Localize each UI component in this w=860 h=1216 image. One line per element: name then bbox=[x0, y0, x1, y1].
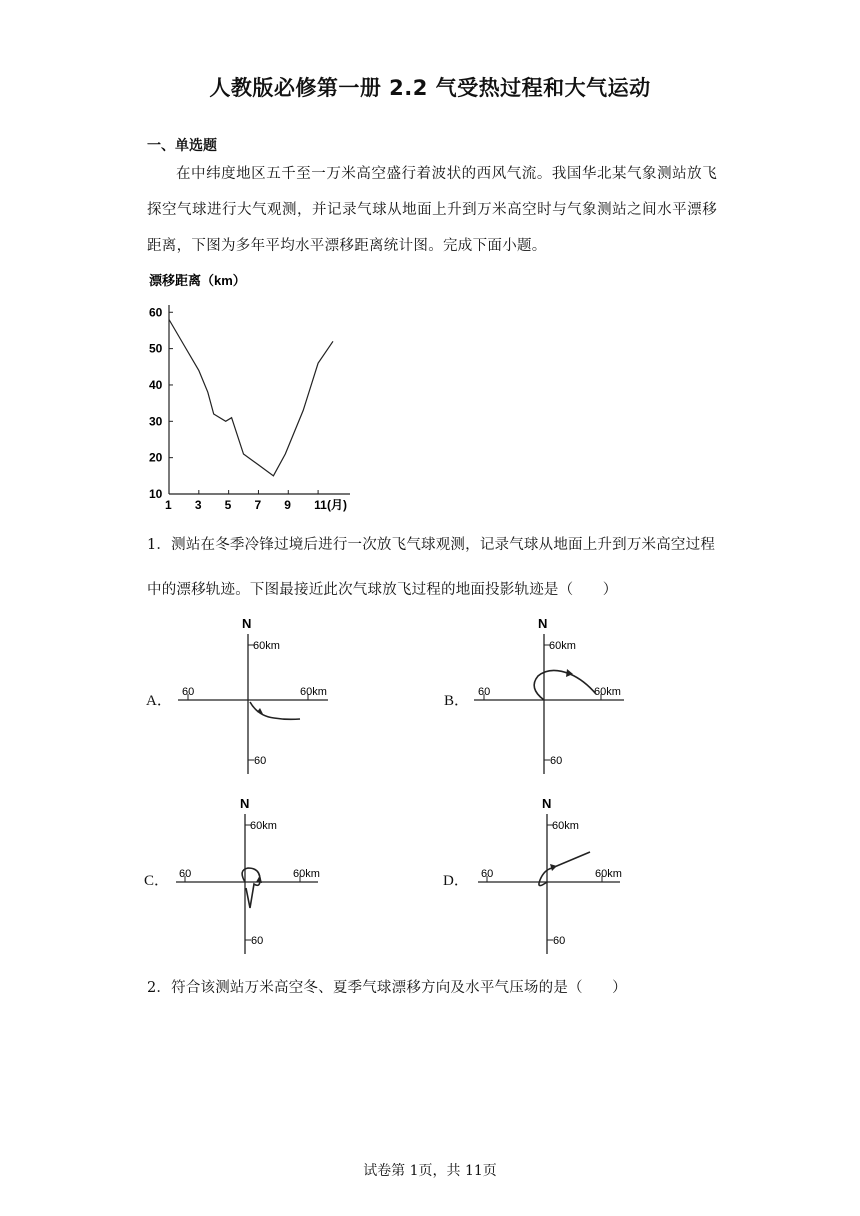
east-value-label: 60km bbox=[300, 686, 327, 698]
north-value-label: 60km bbox=[549, 640, 576, 652]
north-label: N bbox=[542, 796, 552, 811]
trajectory-a bbox=[250, 702, 300, 719]
y-tick-label: 10 bbox=[149, 487, 163, 501]
question-2: 2．符合该测站万米高空冬、夏季气球漂移方向及水平气压场的是（ ） bbox=[147, 980, 627, 996]
option-a-label[interactable]: A． bbox=[146, 693, 172, 709]
page-footer: 试卷第 1页，共 11页 bbox=[363, 1163, 497, 1179]
north-label: N bbox=[240, 796, 250, 811]
chart-ylabel: 漂移距离（km） bbox=[149, 273, 246, 288]
south-value-label: 60 bbox=[550, 755, 563, 767]
arrow-icon bbox=[550, 864, 557, 871]
option-c-diagram[interactable] bbox=[168, 792, 338, 957]
south-value-label: 60 bbox=[251, 935, 264, 947]
south-value-label: 60 bbox=[553, 935, 566, 947]
x-tick-label: 7 bbox=[254, 498, 262, 512]
option-b-diagram[interactable] bbox=[466, 612, 636, 777]
north-label: N bbox=[538, 616, 548, 631]
option-d-label[interactable]: D． bbox=[443, 873, 469, 889]
question-1: 1．测站在冬季冷锋过境后进行一次放飞气球观测，记录气球从地面上升到万米高空过程中的漂移轨迹。下图最接近此次气球放飞过程的地面投影轨迹是（ ） bbox=[147, 537, 716, 598]
drift-distance-line bbox=[169, 320, 333, 476]
x-unit-label: (月) bbox=[327, 498, 347, 512]
west-value-label: 60 bbox=[478, 686, 491, 698]
option-d-diagram[interactable] bbox=[470, 792, 640, 957]
option-a-diagram[interactable] bbox=[170, 612, 340, 777]
y-tick-label: 30 bbox=[149, 414, 163, 429]
x-tick-label: 9 bbox=[284, 498, 291, 512]
west-value-label: 60 bbox=[179, 868, 192, 880]
y-tick-label: 50 bbox=[149, 341, 163, 356]
arrow-icon bbox=[566, 669, 573, 677]
y-tick-label: 20 bbox=[149, 450, 163, 465]
west-value-label: 60 bbox=[182, 686, 195, 698]
x-tick-label: 1 bbox=[165, 498, 172, 512]
x-tick-label: 3 bbox=[194, 498, 202, 512]
option-b-label[interactable]: B． bbox=[444, 693, 470, 709]
option-c-label[interactable]: C． bbox=[144, 873, 170, 889]
east-value-label: 60km bbox=[594, 686, 621, 698]
north-value-label: 60km bbox=[250, 820, 277, 832]
north-label: N bbox=[242, 616, 252, 631]
page-title: 人教版必修第一册 2.2 气受热过程和大气运动 bbox=[209, 76, 651, 100]
west-value-label: 60 bbox=[481, 868, 494, 880]
north-value-label: 60km bbox=[253, 640, 280, 652]
y-tick-label: 60 bbox=[149, 305, 163, 320]
x-tick-label: 5 bbox=[224, 498, 232, 512]
north-value-label: 60km bbox=[552, 820, 579, 832]
y-tick-label: 40 bbox=[149, 377, 163, 392]
intro-paragraph: 在中纬度地区五千至一万米高空盛行着波状的西风气流。我国华北某气象测站放飞探空气球进行大气观测，并记录气球从地面上升到万米高空时与气象测站之间水平漂移距离，下图为多年平均水平漂移距离统计图。完成下面小题。 bbox=[147, 166, 717, 254]
section-heading: 一、单选题 bbox=[147, 138, 217, 154]
east-value-label: 60km bbox=[595, 868, 622, 880]
south-value-label: 60 bbox=[254, 755, 267, 767]
drift-distance-chart bbox=[145, 265, 360, 517]
x-tick-label: 11 bbox=[314, 498, 327, 512]
east-value-label: 60km bbox=[293, 868, 320, 880]
